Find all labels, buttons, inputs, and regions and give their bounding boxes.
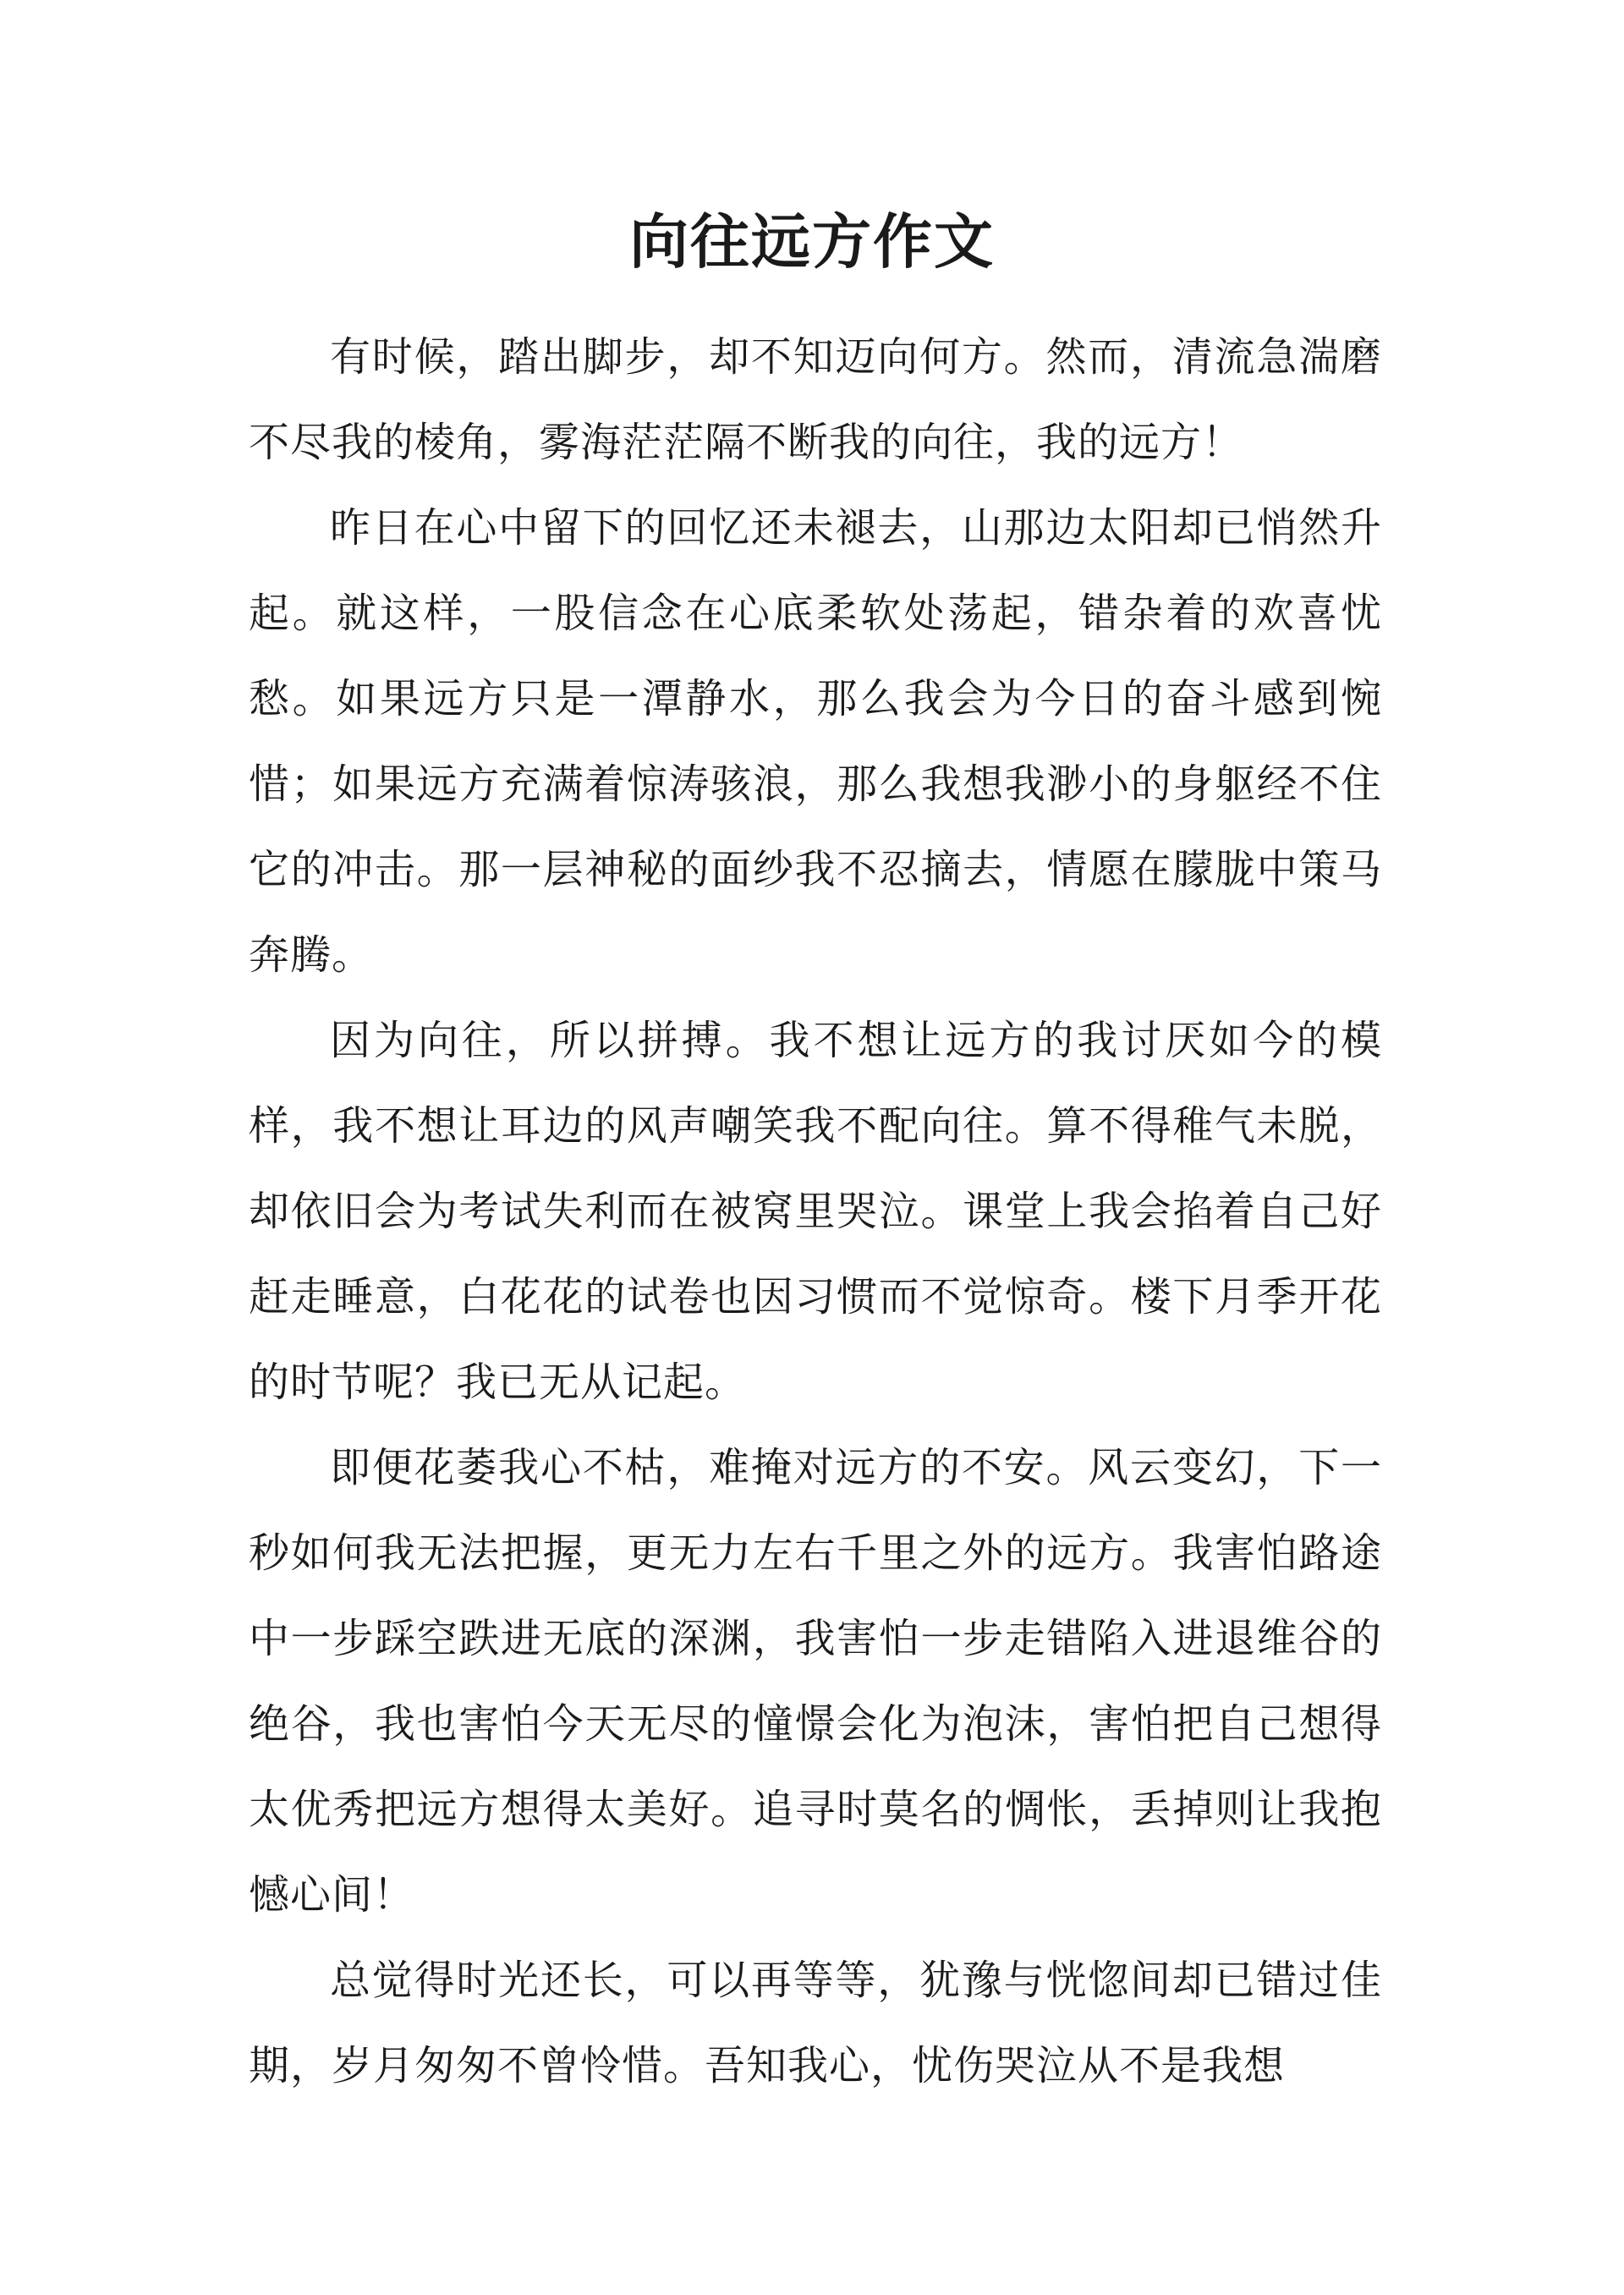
document-body: [249, 315, 1382, 2109]
paragraph-1: 有时候，踏出脚步，却不知迈向何方。然而，清流急湍磨不尽我的棱角，雾海茫茫隔不断我的向往，我的远方！: [249, 333, 1382, 466]
paragraph-3: 因为向往，所以拼搏。我不想让远方的我讨厌如今的模样，我不想让耳边的风声嘲笑我不配向往。算不得稚气未脱，却依旧会为考试失利而在被窝里哭泣。课堂上我会掐着自己好赶走睡意，白花花的试卷也因习惯而不觉惊奇。楼下月季开花的时节呢？我已无从记起。: [249, 1017, 1382, 1406]
document-title: 向往远方作文: [629, 207, 995, 277]
paragraph-2: 昨日在心中留下的回忆还未褪去，山那边太阳却已悄然升起。就这样，一股信念在心底柔软处荡起，错杂着的欢喜忧愁。如果远方只是一潭静水，那么我会为今日的奋斗感到惋惜；如果远方充满着惊涛骇浪，那么我想我渺小的身躯经不住它的冲击。那一层神秘的面纱我不忍摘去，情愿在朦胧中策马奔腾。: [249, 504, 1382, 979]
paragraph-5: 总觉得时光还长，可以再等等，犹豫与恍惚间却已错过佳期，岁月匆匆不曾怜惜。吾知我心，忧伤哭泣从不是我想: [249, 1957, 1382, 2089]
paragraph-4: 即便花萎我心不枯，难掩对远方的不安。风云变幻，下一秒如何我无法把握，更无力左右千里之外的远方。我害怕路途中一步踩空跌进无底的深渊，我害怕一步走错陷入进退维谷的绝谷，我也害怕今天无尽的憧憬会化为泡沫，害怕把自己想得太优秀把远方想得太美好。追寻时莫名的惆怅，丢掉则让我抱憾心间！: [249, 1444, 1382, 1919]
